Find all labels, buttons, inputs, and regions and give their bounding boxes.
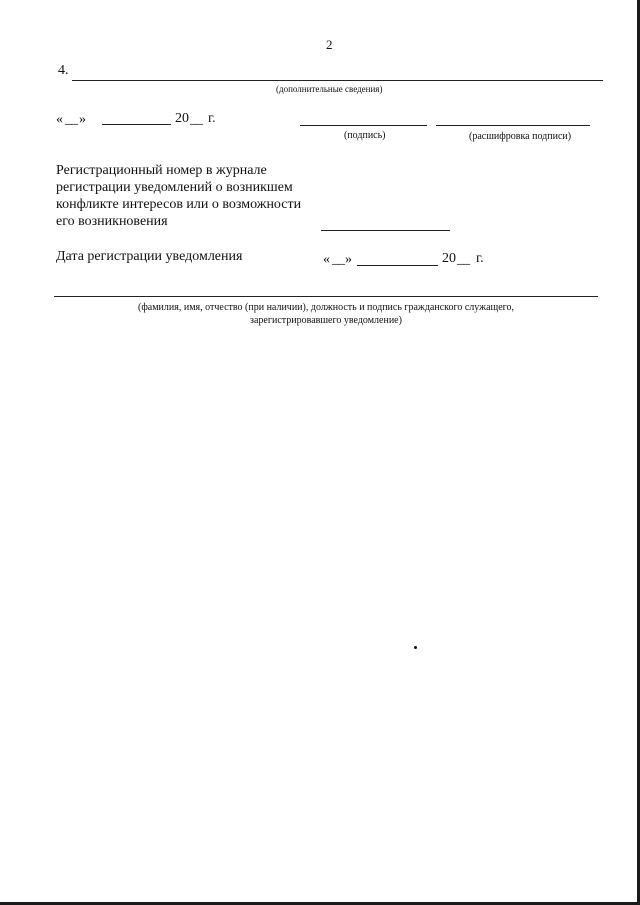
date1-month-line[interactable] (102, 124, 171, 125)
item4-caption: (дополнительные сведения) (276, 84, 383, 94)
registrar-caption-line-2: зарегистрировавшего уведомление) (250, 315, 402, 326)
scan-speck (414, 646, 417, 649)
date1-year-suffix: г. (208, 111, 216, 126)
registration-label-line-4: его возникновения (56, 214, 168, 229)
regdate-quote-close: » (345, 252, 352, 267)
regdate-day-blank[interactable]: __ (332, 252, 344, 267)
registration-label-line-3: конфликте интересов или о возможности (56, 197, 302, 212)
signature-decode-caption: (расшифровка подписи) (469, 131, 572, 142)
item4-number: 4. (58, 63, 69, 78)
registration-number-line[interactable] (321, 230, 450, 231)
registration-label-line-2: регистрации уведомлений о возникшем (56, 180, 293, 195)
regdate-quote-open: « (323, 252, 330, 267)
registrar-caption-line-1: (фамилия, имя, отчество (при наличии), должность и подпись гражданского служащего, (137, 302, 514, 313)
regdate-year-blank[interactable]: __ (457, 252, 469, 267)
registration-label-line-1: Регистрационный номер в журнале (56, 163, 267, 178)
date1-year-blank[interactable]: __ (190, 112, 202, 127)
date1-quote-close: » (79, 112, 86, 127)
regdate-year-prefix: 20 (442, 251, 456, 266)
signature-caption: (подпись) (344, 130, 386, 141)
item4-line[interactable] (72, 80, 603, 81)
date1-year-prefix: 20 (175, 111, 189, 126)
regdate-year-suffix: г. (476, 251, 484, 266)
date1-day-blank[interactable]: __ (65, 112, 77, 127)
page-number: 2 (326, 37, 333, 52)
signature-line[interactable] (300, 125, 427, 126)
signature-decode-line[interactable] (436, 125, 590, 126)
regdate-month-line[interactable] (357, 265, 438, 266)
registrar-signature-line[interactable] (54, 296, 598, 297)
registration-date-label: Дата регистрации уведомления (56, 249, 243, 264)
date1-quote-open: « (56, 112, 63, 127)
